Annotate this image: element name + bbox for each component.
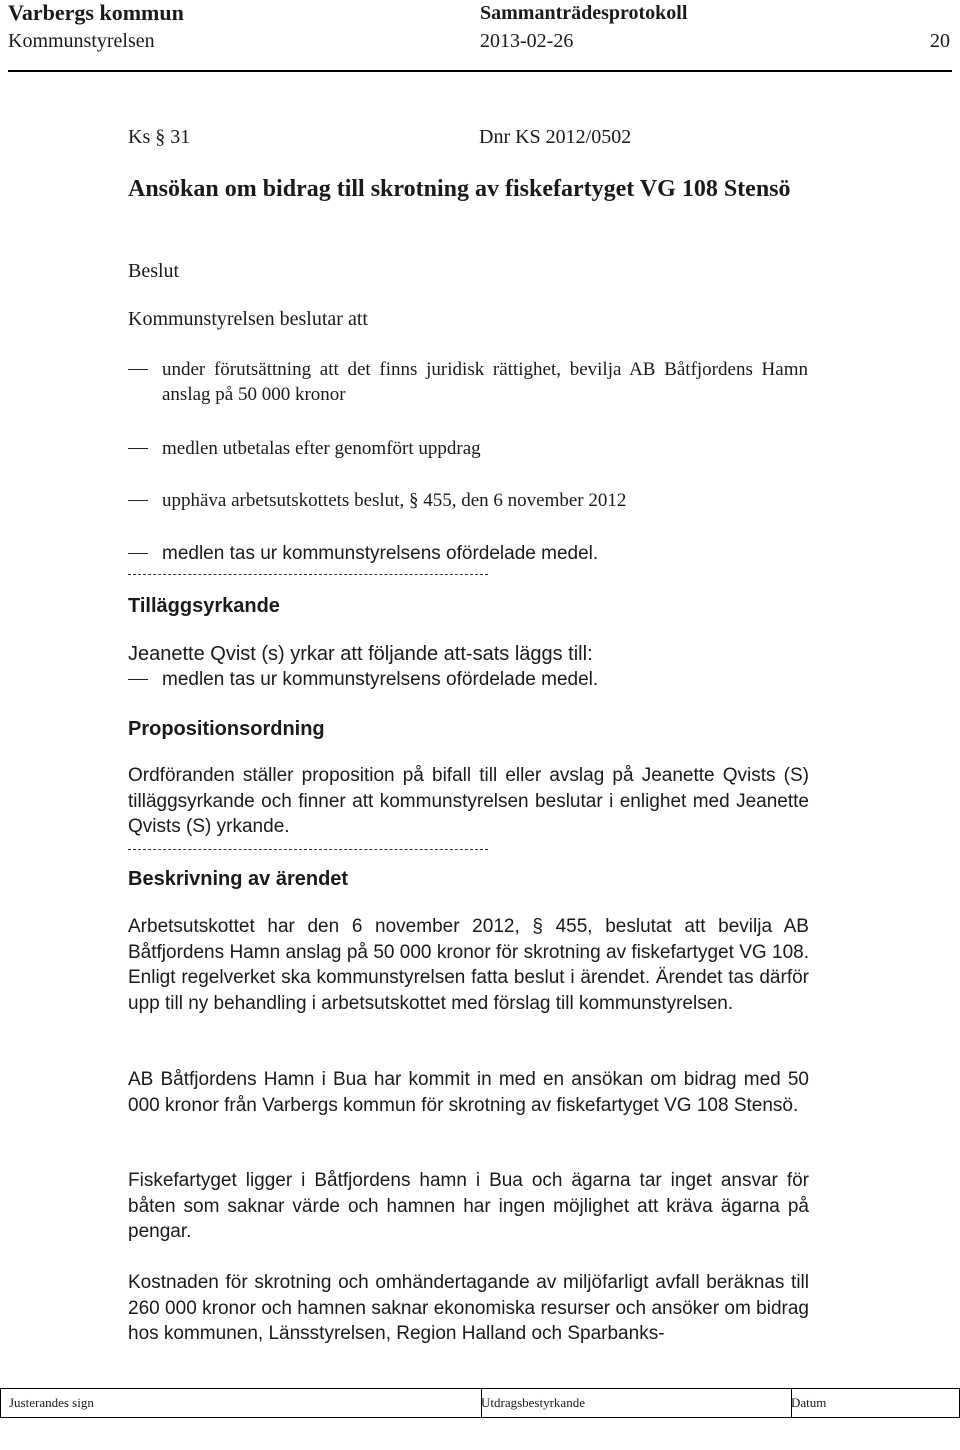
dash-icon: [128, 448, 148, 449]
department: Kommunstyrelsen: [8, 30, 155, 52]
description-paragraph: Fiskefartyget ligger i Båtfjordens hamn i Bua och ägarna tar inget ansvar för båten som saknar värde och hamnen har ingen möjlighet att kräva ägarna på pengar.: [128, 1170, 809, 1242]
document-type: Sammanträdesprotokoll: [480, 2, 688, 24]
registration-number: Dnr KS 2012/0502: [479, 126, 632, 148]
decision-item-text: under förutsättning att det finns juridisk rättighet, bevilja AB Båtfjordens Hamn anslag på 50 000 kronor: [162, 359, 808, 405]
dash-icon: [128, 553, 148, 554]
decision-item: [128, 541, 818, 566]
amendment-item-text: medlen tas ur kommunstyrelsens ofördelade medel.: [162, 669, 599, 690]
proposition-heading: Propositionsordning: [128, 718, 325, 740]
decision-intro: Kommunstyrelsen beslutar att: [128, 308, 368, 330]
amendment-text: Jeanette Qvist (s) yrkar att följande att-sats läggs till:: [128, 643, 593, 665]
section-separator: [128, 574, 488, 575]
decision-item: [128, 488, 818, 513]
footer-extract-label: Utdragsbestyrkande: [473, 1389, 792, 1417]
case-number: Ks § 31: [128, 126, 191, 148]
meeting-date: 2013-02-26: [480, 30, 574, 52]
decision-item-text: medlen tas ur kommunstyrelsens ofördelade medel.: [162, 543, 599, 564]
description-paragraph: Arbetsutskottet har den 6 november 2012, § 455, beslutat att bevilja AB Båtfjordens Hamn anslag på 50 000 kronor för skrotning av fiskefartyget VG 108. Enligt regelverket ska kommunstyrelsen fatta beslut i ärendet. Ärendet tas därför upp till ny behandling i arbetsutskottet med förslag till kommunstyrelsen.: [128, 916, 809, 1014]
dash-icon: [128, 679, 148, 680]
section-separator: [128, 849, 488, 850]
decision-heading: Beslut: [128, 260, 180, 282]
decision-item: [128, 357, 818, 407]
page-number: 20: [930, 30, 950, 52]
dash-icon: [128, 500, 148, 501]
decision-item: [128, 436, 818, 461]
footer-sign-label: Justerandes sign: [1, 1389, 482, 1417]
header-divider: [8, 70, 952, 72]
footer-date-label: Datum: [791, 1395, 827, 1410]
amendment-item: [128, 667, 818, 692]
signature-footer: [0, 1388, 960, 1418]
decision-item-text: medlen utbetalas efter genomfört uppdrag: [162, 438, 481, 459]
description-paragraph: Kostnaden för skrotning och omhändertagande av miljöfarligt avfall beräknas till 260 000 kronor och hamnen saknar ekonomiska resurser och ansöker om bidrag hos kommunen, Länsstyrelsen, Region Halland och Sparbanks-: [128, 1272, 809, 1344]
amendment-heading: Tilläggsyrkande: [128, 595, 280, 617]
description-heading: Beskrivning av ärendet: [128, 868, 349, 890]
case-title: Ansökan om bidrag till skrotning av fiskefartyget VG 108 Stensö: [128, 176, 791, 202]
decision-item-text: upphäva arbetsutskottets beslut, § 455, den 6 november 2012: [162, 490, 627, 511]
organization-name: Varbergs kommun: [8, 0, 184, 25]
dash-icon: [128, 369, 148, 370]
proposition-text: Ordföranden ställer proposition på bifall till eller avslag på Jeanette Qvists (S) tilläggsyrkande och finner att kommunstyrelsen beslutar i enlighet med Jeanette Qvists (S) yrkande.: [128, 765, 809, 837]
description-paragraph: AB Båtfjordens Hamn i Bua har kommit in med en ansökan om bidrag med 50 000 kronor från Varbergs kommun för skrotning av fiskefartyget VG 108 Stensö.: [128, 1069, 809, 1116]
